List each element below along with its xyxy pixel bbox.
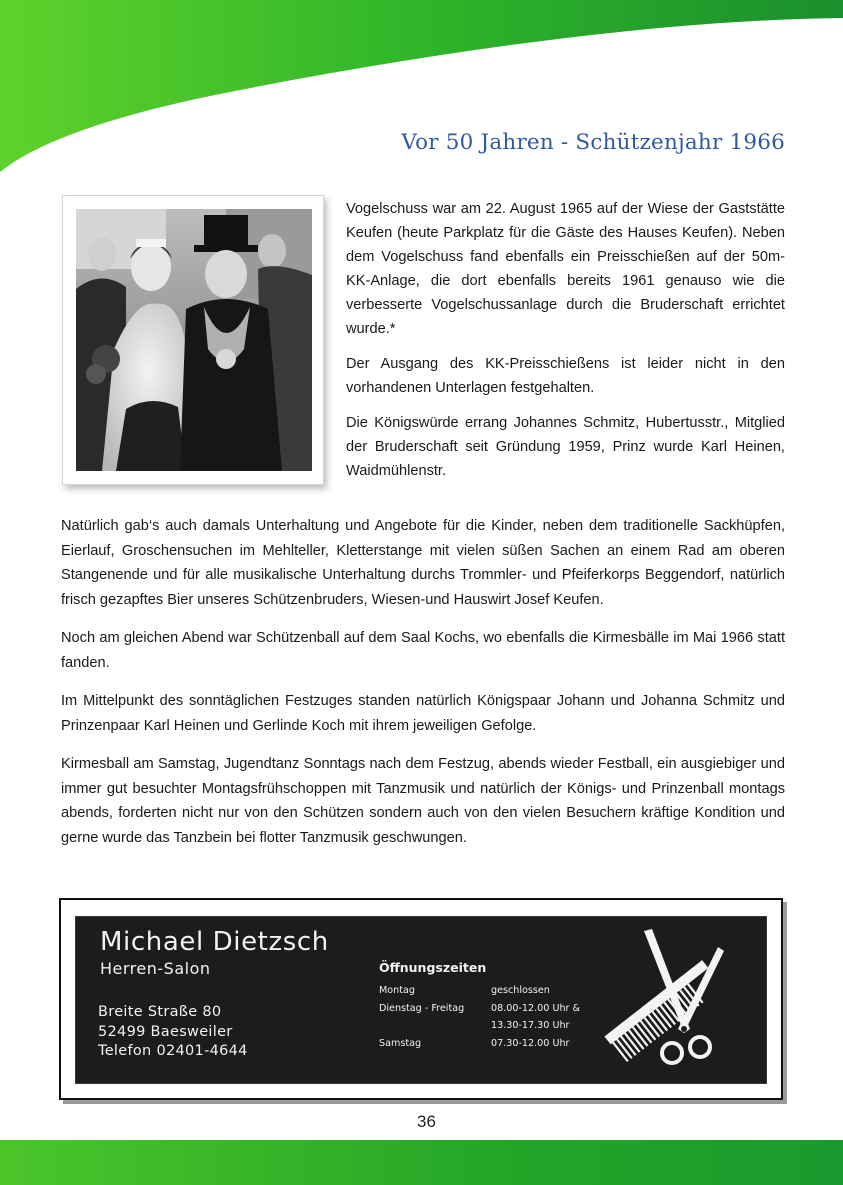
intro-paragraph: Der Ausgang des KK-Preisschießens ist leider nicht in den vorhandenen Unterlagen festgehalten. xyxy=(346,356,785,396)
advert-panel xyxy=(75,916,767,1084)
hours-time: 08.00-12.00 Uhr & xyxy=(491,1002,581,1014)
hours-row xyxy=(379,1017,580,1035)
page-number: 36 xyxy=(417,1112,436,1131)
barber-advert xyxy=(59,898,783,1100)
advert-address xyxy=(98,1003,248,1062)
hours-row xyxy=(379,1000,580,1018)
opening-hours-table xyxy=(379,982,580,1052)
hours-row xyxy=(379,982,580,1000)
hours-time: geschlossen xyxy=(491,985,550,996)
intro-paragraph: Die Königswürde errang Johannes Schmitz, Hubertusstr., Mitglied der Bruderschaft seit Gründung 1959, Prinz wurde Karl Heinen, Waidmühlenstr. xyxy=(346,415,785,479)
body-paragraph: Noch am gleichen Abend war Schützenball auf dem Saal Kochs, wo ebenfalls die Kirmesbälle im Mai 1966 statt fanden. xyxy=(61,630,785,671)
king-and-queen-photo xyxy=(76,209,312,471)
advert-subtitle: Herren-Salon xyxy=(100,959,211,978)
intro-paragraph: Vogelschuss war am 22. August 1965 auf der Wiese der Gaststätte Keufen (heute Parkplatz für die Gäste des Hauses Keufen). Neben dem Vogelschuss fand ebenfalls ein Preisschießen auf der 50m-KK-Anlage, die dort ebenfalls bereits 1961 genauso wie die verbesserte Vogelschussanlage durch die Bruderschaft errichtet wurde.* xyxy=(346,201,785,337)
scissors-and-comb-icon xyxy=(582,923,732,1083)
advert-street: Breite Straße 80 xyxy=(98,1004,222,1020)
hours-day xyxy=(379,1017,491,1035)
hours-day: Samstag xyxy=(379,1037,422,1049)
hours-time: 13.30-17.30 Uhr xyxy=(491,1020,570,1031)
advert-phone: Telefon 02401-4644 xyxy=(98,1043,248,1059)
hours-time: 07.30-12.00 Uhr xyxy=(491,1037,570,1049)
footer-band xyxy=(0,1140,843,1185)
historic-photo-frame xyxy=(62,195,324,485)
opening-hours-title: Öffnungszeiten xyxy=(379,960,487,975)
hours-day: Montag xyxy=(379,985,415,996)
advert-business-name: Michael Dietzsch xyxy=(100,927,329,957)
intro-text xyxy=(346,197,785,494)
body-paragraph: Im Mittelpunkt des sonntäglichen Festzuges standen natürlich Königspaar Johann und Johanna Schmitz und Prinzenpaar Karl Heinen und Gerlinde Koch mit ihrem jeweiligen Gefolge. xyxy=(61,693,785,734)
article-body xyxy=(61,514,785,864)
hours-row xyxy=(379,1035,580,1053)
hours-day: Dienstag - Freitag xyxy=(379,1002,465,1014)
body-paragraph: Natürlich gab‘s auch damals Unterhaltung und Angebote für die Kinder, neben dem traditionelle Sackhüpfen, Eierlauf, Groschensuchen im Mehlteller, Kletterstange mit vielen süßen Sachen an einem Rad am oberen Stangenende und für alle musikalische Unterhaltung durchs Trommler- und Pfeiferkorps Beggendorf, natürlich frisch gezapftes Bier unseres Schützenbruders, Wiesen-und Hauswirt Josef Keufen. xyxy=(61,518,785,608)
page-title: Vor 50 Jahren - Schützenjahr 1966 xyxy=(401,130,785,155)
body-paragraph: Kirmesball am Samstag, Jugendtanz Sonntags nach dem Festzug, abends wieder Festball, ein ausgiebiger und immer gut besuchter Montagsfrühschoppen mit Tanzmusik und natürlich der Königs- und Prinzenball montags abends, forderten nicht nur von den Schützen sondern auch von den vielen Besuchern kräftige Kondition und gerne wurde das Tanzbein bei flotter Tanzmusik geschwungen. xyxy=(61,756,785,846)
advert-city: 52499 Baesweiler xyxy=(98,1023,233,1040)
